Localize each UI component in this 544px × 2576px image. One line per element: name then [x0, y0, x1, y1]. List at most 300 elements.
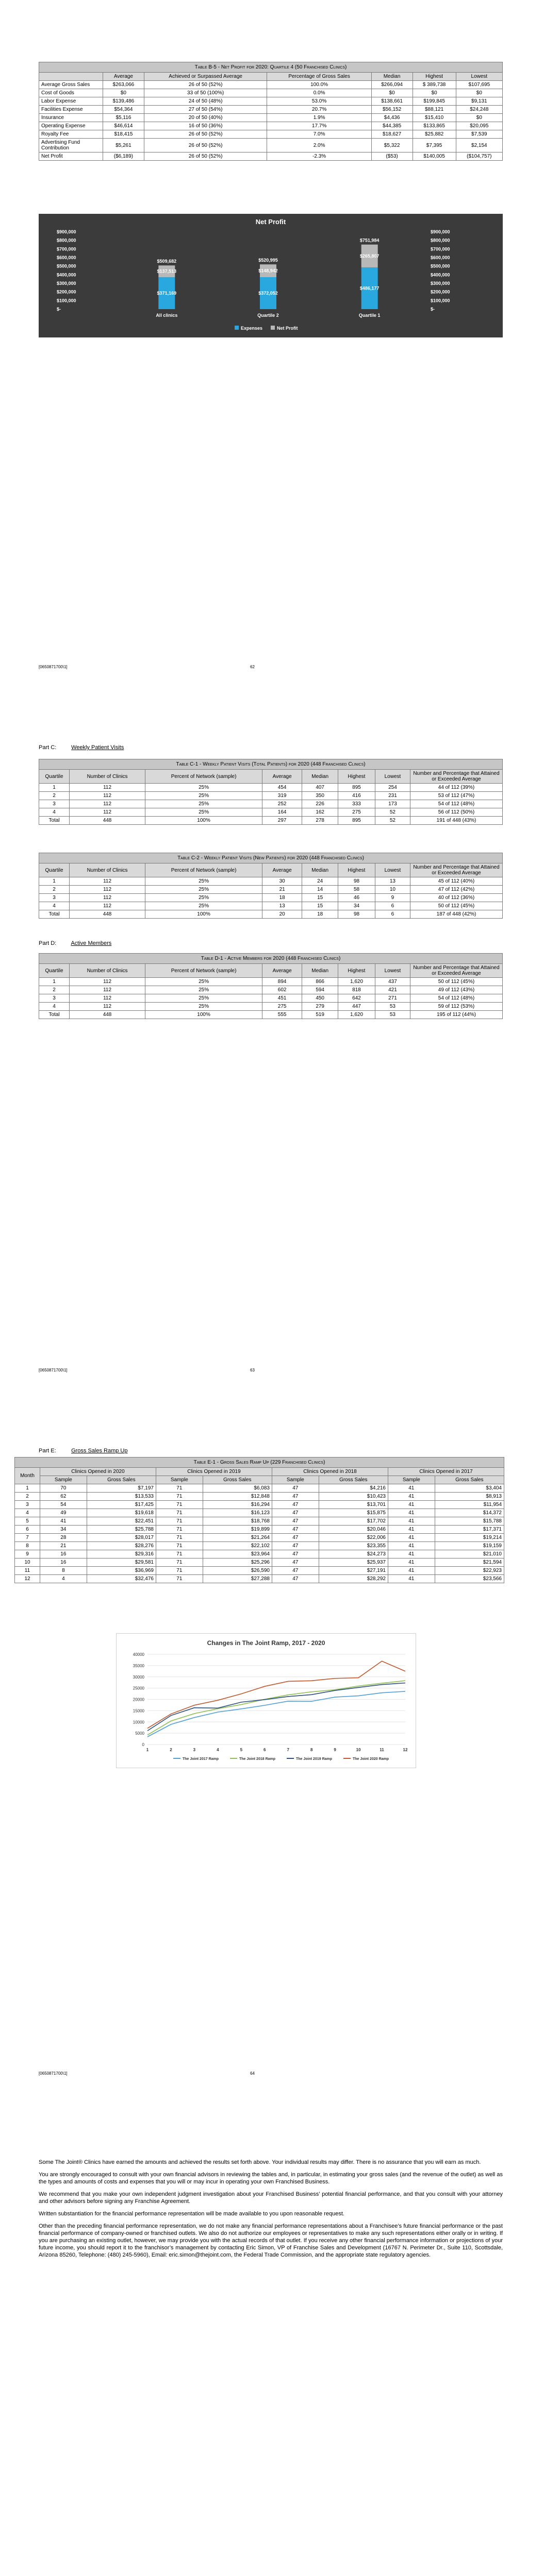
y-tick-label-left: $400,000	[57, 272, 76, 278]
table-d1	[39, 953, 503, 1019]
table-cell: $133,865	[413, 122, 456, 130]
footer-doc-id: [0650871700\1]	[39, 2071, 68, 2076]
y-tick-label-right: $700,000	[431, 246, 450, 252]
table-cell: 3	[39, 800, 70, 808]
table-row	[39, 1011, 503, 1019]
column-header: Quartile	[39, 770, 70, 784]
column-header: Achieved or Surpassed Average	[144, 73, 267, 81]
table-cell: 7.0%	[267, 130, 371, 139]
y-tick-label: 40000	[133, 1652, 144, 1657]
y-tick-label: 30000	[133, 1674, 144, 1680]
table-cell: 46	[338, 894, 375, 902]
table-cell: 71	[156, 1526, 203, 1534]
category-label: Quartile 1	[358, 313, 381, 318]
table-cell: 21	[40, 1542, 87, 1550]
table-cell: 231	[375, 792, 410, 800]
table-cell: 25%	[145, 894, 262, 902]
column-header: Percent of Network (sample)	[145, 770, 262, 784]
table-row	[39, 89, 503, 97]
table-cell: 17.7%	[267, 122, 371, 130]
table-cell: 9	[15, 1550, 40, 1558]
table-cell: 54	[40, 1501, 87, 1509]
y-tick-label: 10000	[133, 1720, 144, 1725]
table-cell: $15,875	[319, 1509, 388, 1517]
table-cell: 3	[39, 894, 70, 902]
table-row	[39, 792, 503, 800]
table-cell: $23,566	[435, 1575, 504, 1583]
table-cell: $27,288	[203, 1575, 272, 1583]
table-cell: 50 of 112 (45%)	[410, 902, 503, 910]
table-cell: 12	[15, 1575, 40, 1583]
table-cell: 25%	[145, 986, 262, 994]
table-cell: 47	[272, 1567, 319, 1575]
table-cell: 98	[338, 910, 375, 919]
table-cell: 10	[15, 1558, 40, 1567]
column-header: Median	[371, 73, 413, 81]
table-cell: 275	[262, 1003, 302, 1011]
table-cell: Total	[39, 817, 70, 825]
table-cell: 25%	[145, 784, 262, 792]
table-cell: 319	[262, 792, 302, 800]
table-cell: 112	[70, 800, 145, 808]
table-cell: 26 of 50 (52%)	[144, 130, 267, 139]
table-cell: 45 of 112 (40%)	[410, 877, 503, 886]
table-e1-wrapper	[14, 1457, 504, 1583]
column-header: Median	[302, 770, 338, 784]
table-cell: 26 of 50 (52%)	[144, 81, 267, 89]
table-cell: 1	[39, 784, 70, 792]
table-cell: $56,152	[371, 106, 413, 114]
y-tick-label: 0	[142, 1742, 144, 1747]
table-cell: $139,486	[103, 97, 144, 106]
table-cell: 47	[272, 1493, 319, 1501]
table-cell: 52	[375, 817, 410, 825]
table-cell: 47 of 112 (42%)	[410, 886, 503, 894]
table-cell: 112	[70, 877, 145, 886]
table-cell: $28,276	[87, 1542, 156, 1550]
table-cell: $24,248	[456, 106, 502, 114]
table-cell: 18	[302, 910, 338, 919]
table-cell: 41	[388, 1558, 435, 1567]
table-cell: $18,415	[103, 130, 144, 139]
table-cell: 41	[388, 1526, 435, 1534]
table-cell: $13,701	[319, 1501, 388, 1509]
table-cell: $88,121	[413, 106, 456, 114]
table-cell: $21,010	[435, 1550, 504, 1558]
table-cell: 24 of 50 (48%)	[144, 97, 267, 106]
table-cell: 47	[272, 1575, 319, 1583]
table-cell: 2	[39, 986, 70, 994]
table-cell: 71	[156, 1484, 203, 1493]
table-cell: $23,355	[319, 1542, 388, 1550]
table-cell: $4,216	[319, 1484, 388, 1493]
row-label: Advertising Fund Contribution	[39, 139, 103, 152]
table-row	[39, 114, 503, 122]
table-cell: $19,899	[203, 1526, 272, 1534]
table-cell: 333	[338, 800, 375, 808]
y-tick-label-left: $800,000	[57, 238, 76, 243]
table-c2	[39, 853, 503, 919]
column-header	[39, 73, 103, 81]
table-caption: Table C-1 - Weekly Patient Visits (Total Patients) for 2020 (448 Franchised Clinics)	[39, 759, 503, 770]
group-header: Clinics Opened in 2018	[272, 1468, 388, 1476]
table-cell: 25%	[145, 792, 262, 800]
table-cell: 2	[15, 1493, 40, 1501]
table-cell: 9	[375, 894, 410, 902]
table-cell: 25%	[145, 1003, 262, 1011]
x-tick-label: 4	[217, 1748, 219, 1752]
table-cell: 112	[70, 994, 145, 1003]
column-header: Highest	[338, 964, 375, 978]
y-tick-label: 5000	[135, 1731, 144, 1736]
column-header: Lowest	[375, 964, 410, 978]
column-header: Gross Sales	[87, 1476, 156, 1484]
table-cell: 3	[15, 1501, 40, 1509]
table-row	[39, 877, 503, 886]
table-cell: 28	[40, 1534, 87, 1542]
table-cell: $13,533	[87, 1493, 156, 1501]
table-cell: 16	[40, 1550, 87, 1558]
table-cell: 407	[302, 784, 338, 792]
table-cell: 226	[302, 800, 338, 808]
table-row	[39, 106, 503, 114]
table-cell: 41	[388, 1575, 435, 1583]
table-cell: $16,123	[203, 1509, 272, 1517]
table-cell: 25%	[145, 886, 262, 894]
paragraph: We recommend that you make your own independent judgment investigation about your Franchised Business’ potential financial performance, and that you consult with your attorney and other advisors before signing any Franchise Agreement.	[39, 2191, 503, 2205]
table-cell: 2.0%	[267, 139, 371, 152]
table-cell: $10,423	[319, 1493, 388, 1501]
y-tick-label-right: $100,000	[431, 298, 450, 303]
table-cell: $20,046	[319, 1526, 388, 1534]
net-profit-chart-svg	[39, 214, 503, 337]
column-header: Highest	[413, 73, 456, 81]
table-cell: 41	[388, 1517, 435, 1526]
table-cell: $20,095	[456, 122, 502, 130]
part-c-heading	[39, 744, 124, 751]
table-cell: 98	[338, 877, 375, 886]
table-cell: 56 of 112 (50%)	[410, 808, 503, 817]
table-cell: 112	[70, 986, 145, 994]
table-cell: 21	[262, 886, 302, 894]
part-title: Active Members	[71, 940, 112, 946]
table-cell: 53.0%	[267, 97, 371, 106]
table-row	[39, 994, 503, 1003]
table-cell: $18,768	[203, 1517, 272, 1526]
column-header: Month	[15, 1468, 40, 1484]
expense-label: $371,169	[157, 291, 177, 296]
total-label: $751,984	[359, 238, 380, 243]
table-cell: $9,131	[456, 97, 502, 106]
table-cell: $29,581	[87, 1558, 156, 1567]
table-cell: $22,451	[87, 1517, 156, 1526]
table-cell: 25%	[145, 808, 262, 817]
table-cell: 112	[70, 1003, 145, 1011]
table-cell: $17,425	[87, 1501, 156, 1509]
y-tick-label: 25000	[133, 1686, 144, 1691]
table-row	[39, 139, 503, 152]
table-cell: $22,102	[203, 1542, 272, 1550]
table-cell: 0.0%	[267, 89, 371, 97]
table-header-row	[39, 964, 503, 978]
part-label: Part E:	[39, 1448, 56, 1454]
column-header: Lowest	[456, 73, 502, 81]
table-cell: 1.9%	[267, 114, 371, 122]
y-tick-label: 20000	[133, 1697, 144, 1702]
table-cell: 447	[338, 1003, 375, 1011]
table-cell: 10	[375, 886, 410, 894]
table-cell: $28,292	[319, 1575, 388, 1583]
table-row	[15, 1509, 504, 1517]
part-e-heading	[39, 1448, 128, 1454]
table-caption: Table D-1 - Active Members for 2020 (448 Franchised Clinics)	[39, 954, 503, 964]
footer-doc-id: [0650871700\1]	[39, 1368, 68, 1372]
table-cell: 25%	[145, 902, 262, 910]
table-cell: $12,848	[203, 1493, 272, 1501]
column-header: Gross Sales	[319, 1476, 388, 1484]
table-cell: 71	[156, 1550, 203, 1558]
table-cell: $24,273	[319, 1550, 388, 1558]
table-cell: 53	[375, 1003, 410, 1011]
group-header: Clinics Opened in 2020	[40, 1468, 156, 1476]
table-cell: 41	[388, 1509, 435, 1517]
table-cell: 100.0%	[267, 81, 371, 89]
table-cell: 47	[272, 1517, 319, 1526]
table-cell: 71	[156, 1534, 203, 1542]
table-cell: 44 of 112 (39%)	[410, 784, 503, 792]
table-header-row	[39, 770, 503, 784]
table-cell: $36,969	[87, 1567, 156, 1575]
x-tick-label: 8	[310, 1748, 313, 1752]
table-cell: ($53)	[371, 152, 413, 161]
net-profit-label: $265,807	[359, 253, 380, 259]
table-row	[15, 1526, 504, 1534]
table-cell: $22,923	[435, 1567, 504, 1575]
table-cell: $14,372	[435, 1509, 504, 1517]
table-cell: 895	[338, 817, 375, 825]
table-cell: 7	[15, 1534, 40, 1542]
table-cell: Total	[39, 1011, 70, 1019]
part-title: Gross Sales Ramp Up	[71, 1448, 128, 1454]
table-cell: 437	[375, 978, 410, 986]
x-tick-label: 10	[356, 1748, 361, 1752]
ramp-chart	[116, 1633, 416, 1768]
table-cell: 4	[40, 1575, 87, 1583]
table-cell: 25%	[145, 978, 262, 986]
table-cell: 164	[262, 808, 302, 817]
table-cell: 4	[39, 902, 70, 910]
table-row	[15, 1517, 504, 1526]
table-cell: 642	[338, 994, 375, 1003]
table-caption: Table C-2 - Weekly Patient Visits (New Patients) for 2020 (448 Franchised Clinics)	[39, 853, 503, 863]
table-cell: $ 389,738	[413, 81, 456, 89]
table-cell: 279	[302, 1003, 338, 1011]
column-header: Percent of Network (sample)	[145, 964, 262, 978]
table-cell: 47	[272, 1526, 319, 1534]
table-cell: 15	[302, 902, 338, 910]
column-header: Percent of Network (sample)	[145, 863, 262, 877]
table-cell: 866	[302, 978, 338, 986]
table-row	[15, 1550, 504, 1558]
table-cell: 112	[70, 902, 145, 910]
table-cell: 52	[375, 808, 410, 817]
table-cell: $5,261	[103, 139, 144, 152]
x-tick-label: 3	[193, 1748, 196, 1752]
table-cell: Total	[39, 910, 70, 919]
expense-label: $372,052	[258, 290, 278, 296]
column-header: Percentage of Gross Sales	[267, 73, 371, 81]
table-cell: 71	[156, 1517, 203, 1526]
column-header: Sample	[156, 1476, 203, 1484]
table-cell: 1	[39, 978, 70, 986]
table-cell: 50 of 112 (45%)	[410, 978, 503, 986]
row-label: Average Gross Sales	[39, 81, 103, 89]
table-cell: $0	[456, 89, 502, 97]
table-cell: 1	[15, 1484, 40, 1493]
table-cell: $199,845	[413, 97, 456, 106]
table-cell: 254	[375, 784, 410, 792]
table-cell: 30	[262, 877, 302, 886]
table-cell: $22,006	[319, 1534, 388, 1542]
table-cell: $7,395	[413, 139, 456, 152]
y-tick-label-right: $300,000	[431, 281, 450, 286]
category-label: Quartile 2	[257, 313, 279, 318]
table-cell: 53	[375, 1011, 410, 1019]
table-cell: 20.7%	[267, 106, 371, 114]
group-header: Clinics Opened in 2019	[156, 1468, 272, 1476]
page-2	[0, 703, 544, 1406]
table-cell: 49 of 112 (43%)	[410, 986, 503, 994]
table-cell: $2,154	[456, 139, 502, 152]
row-label: Labor Expense	[39, 97, 103, 106]
table-cell: 47	[272, 1501, 319, 1509]
net-profit-chart	[39, 214, 503, 337]
table-cell: 173	[375, 800, 410, 808]
table-cell: 416	[338, 792, 375, 800]
table-cell: $6,083	[203, 1484, 272, 1493]
table-cell: $46,614	[103, 122, 144, 130]
column-header: Number and Percentage that Attained or Exceeded Average	[410, 770, 503, 784]
table-cell: 100%	[145, 817, 262, 825]
table-cell: $107,695	[456, 81, 502, 89]
paragraph: Some The Joint® Clinics have earned the amounts and achieved the results set forth above. Your individual results may differ. There is no assurance that you will earn as much.	[39, 2159, 481, 2165]
column-header: Lowest	[375, 863, 410, 877]
table-cell: 47	[272, 1484, 319, 1493]
table-cell: 47	[272, 1558, 319, 1567]
table-cell: 24	[302, 877, 338, 886]
table-cell: 350	[302, 792, 338, 800]
y-tick-label-left: $900,000	[57, 229, 76, 234]
row-label: Facilities Expense	[39, 106, 103, 114]
table-cell: 15	[302, 894, 338, 902]
table-cell: $32,476	[87, 1575, 156, 1583]
legend-swatch-expenses	[235, 326, 239, 330]
x-tick-label: 11	[380, 1748, 384, 1752]
table-row	[15, 1534, 504, 1542]
table-cell: 70	[40, 1484, 87, 1493]
table-cell: 448	[70, 817, 145, 825]
table-cell: 11	[15, 1567, 40, 1575]
table-cell: 41	[388, 1501, 435, 1509]
table-c2-wrapper	[39, 853, 503, 919]
page-4	[0, 2110, 544, 2576]
disclaimer-text	[39, 2159, 503, 2264]
table-cell: 33 of 50 (100%)	[144, 89, 267, 97]
line-2019-ramp	[147, 1683, 405, 1731]
column-header: Average	[262, 863, 302, 877]
table-cell: $18,627	[371, 130, 413, 139]
table-cell: 53 of 112 (47%)	[410, 792, 503, 800]
table-cell: 448	[70, 1011, 145, 1019]
table-cell: 8	[40, 1567, 87, 1575]
x-tick-label: 5	[240, 1748, 243, 1752]
table-cell: 54 of 112 (48%)	[410, 800, 503, 808]
table-cell: 47	[272, 1550, 319, 1558]
part-d-heading	[39, 940, 111, 946]
paragraph: Other than the preceding financial performance representation, we do not make any financial performance representations about a Franchisee’s future financial performance or the past financial performance of company-owned or franchised outlets. We also do not authorize our employees or representatives to make any such representations either orally or in writing. If you are purchasing an existing outlet, however, we may provide you with the actual records of that outlet. If you receive any other financial performance information or projections of your future income, you should report it to the franchisor’s management by contacting Eric Simon, VP of Franchise Sales and Development (16767 N. Perimeter Dr., Suite 110, Scottsdale, Arizona 85260, Telephone: (480) 245-5960), Email: eric.simon@thejoint.com, the Federal Trade Commission, and the appropriate state regulatory agencies.	[39, 2223, 503, 2258]
row-label: Operating Expense	[39, 122, 103, 130]
table-cell: 18	[262, 894, 302, 902]
part-label: Part C:	[39, 744, 57, 751]
column-header: Gross Sales	[203, 1476, 272, 1484]
table-cell: 25%	[145, 994, 262, 1003]
table-cell: 41	[388, 1484, 435, 1493]
table-cell: $0	[371, 89, 413, 97]
x-tick-label: 1	[146, 1748, 149, 1752]
column-header: Number and Percentage that Attained or Exceeded Average	[410, 964, 503, 978]
table-cell: 555	[262, 1011, 302, 1019]
table-cell: ($104,757)	[456, 152, 502, 161]
column-header: Sample	[40, 1476, 87, 1484]
table-row	[39, 808, 503, 817]
table-cell: $44,385	[371, 122, 413, 130]
table-row	[39, 122, 503, 130]
table-cell: 112	[70, 792, 145, 800]
table-cell: $23,964	[203, 1550, 272, 1558]
total-label: $509,682	[157, 259, 177, 264]
table-cell: $266,094	[371, 81, 413, 89]
table-cell: 1,620	[338, 1011, 375, 1019]
table-cell: $7,197	[87, 1484, 156, 1493]
table-cell: 112	[70, 784, 145, 792]
table-row	[39, 978, 503, 986]
table-cell: 191 of 448 (43%)	[410, 817, 503, 825]
table-cell: 5	[15, 1517, 40, 1526]
table-cell: 41	[388, 1542, 435, 1550]
table-cell: 450	[302, 994, 338, 1003]
table-cell: 47	[272, 1542, 319, 1550]
y-tick-label-right: $900,000	[431, 229, 450, 234]
table-cell: 818	[338, 986, 375, 994]
column-header: Lowest	[375, 770, 410, 784]
table-cell: 47	[272, 1534, 319, 1542]
table-cell: 602	[262, 986, 302, 994]
table-cell: 6	[375, 902, 410, 910]
table-cell: 4	[39, 1003, 70, 1011]
column-header: Number of Clinics	[70, 770, 145, 784]
table-row	[39, 784, 503, 792]
table-cell: 41	[388, 1534, 435, 1542]
table-cell: 54 of 112 (48%)	[410, 994, 503, 1003]
table-cell: $138,661	[371, 97, 413, 106]
column-header: Quartile	[39, 964, 70, 978]
y-tick-label: 15000	[133, 1708, 144, 1714]
table-cell: $26,590	[203, 1567, 272, 1575]
column-header: Number and Percentage that Attained or Exceeded Average	[410, 863, 503, 877]
row-label: Net Profit	[39, 152, 103, 161]
table-row	[15, 1567, 504, 1575]
table-cell: 41	[40, 1517, 87, 1526]
